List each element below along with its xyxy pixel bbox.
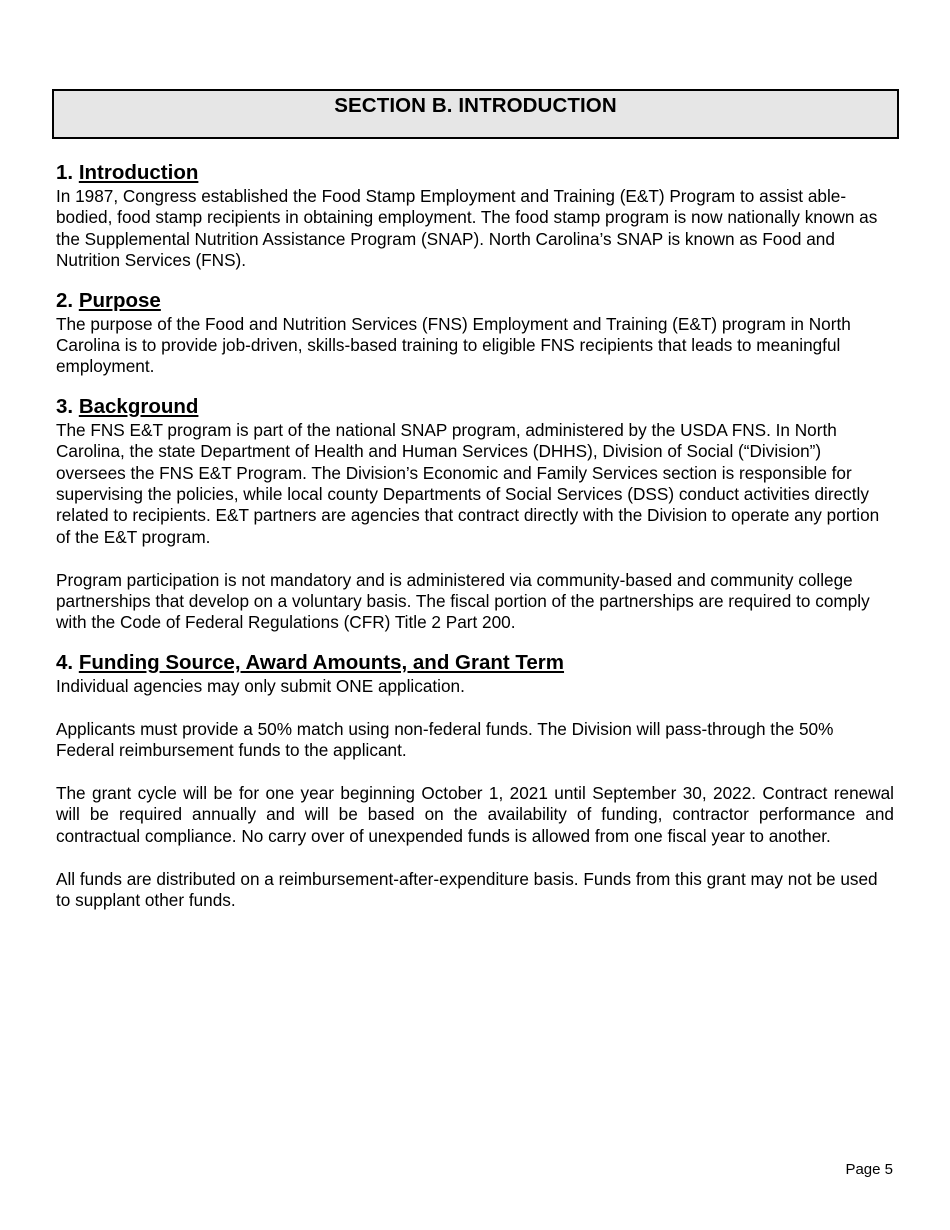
section-banner — [52, 89, 899, 139]
section-purpose — [56, 288, 894, 378]
section-paragraph: The purpose of the Food and Nutrition Services (FNS) Employment and Training (E&T) program in North Carolina is to provide job-driven, skills-based training to eligible FNS recipients that leads to meaningful employment. — [56, 313, 851, 377]
section-number: 1. — [56, 161, 74, 184]
section-funding — [56, 650, 894, 911]
section-introduction — [56, 160, 894, 272]
section-number: 3. — [56, 394, 74, 418]
section-heading — [56, 650, 894, 676]
section-paragraph: In 1987, Congress established the Food Stamp Employment and Training (E&T) Program to assist able-bodied, food stamp recipients in obtaining employment. The food stamp program is now nationally known as the Supplemental Nutrition Assistance Program (SNAP). North Carolina’s SNAP is known as Food and Nutrition Services (FNS). — [56, 186, 878, 271]
section-heading — [56, 160, 894, 186]
section-title: Purpose — [78, 288, 161, 312]
section-paragraph: Individual agencies may only submit ONE application. — [56, 675, 465, 696]
section-paragraph: Applicants must provide a 50% match using non-federal funds. The Division will pass-through the 50% Federal reimbursement funds to the applicant. — [56, 718, 834, 761]
section-title: Background — [78, 394, 199, 418]
section-number: 2. — [56, 288, 74, 312]
document-body — [56, 160, 894, 927]
section-paragraph: Program participation is not mandatory and is administered via community-based and community college partnerships that develop on a voluntary basis. The fiscal portion of the partnerships are required to comply with the Code of Federal Regulations (CFR) Title 2 Part 200. — [56, 569, 870, 633]
section-title: Funding Source, Award Amounts, and Grant Term — [78, 650, 565, 674]
section-title: Introduction — [78, 161, 199, 184]
section-banner-title: SECTION B. INTRODUCTION — [334, 94, 617, 117]
section-heading — [56, 394, 894, 420]
page-number: Page 5 — [845, 1161, 893, 1178]
section-paragraph: All funds are distributed on a reimbursement-after-expenditure basis. Funds from this grant may not be used to supplant other funds. — [56, 868, 878, 910]
section-number: 4. — [56, 650, 74, 674]
section-background — [56, 394, 894, 634]
section-heading — [56, 288, 894, 314]
section-paragraph: The grant cycle will be for one year beginning October 1, 2021 until September 30, 2022. Contract renewal will be required annually and will be based on the availability of funding, contractor performance and contractual compliance. No carry over of unexpended funds is allowed from one fiscal year to another. — [56, 782, 894, 846]
section-paragraph: The FNS E&T program is part of the national SNAP program, administered by the USDA FNS. In North Carolina, the state Department of Health and Human Services (DHHS), Division of Social (“Division”) oversees the FNS E&T Program. The Division’s Economic and Family Services section is responsible for supervising the policies, while local county Departments of Social Services (DSS) conduct activities directly related to recipients. E&T partners are agencies that contract directly with the Division to operate any portion of the E&T program. — [56, 419, 880, 547]
